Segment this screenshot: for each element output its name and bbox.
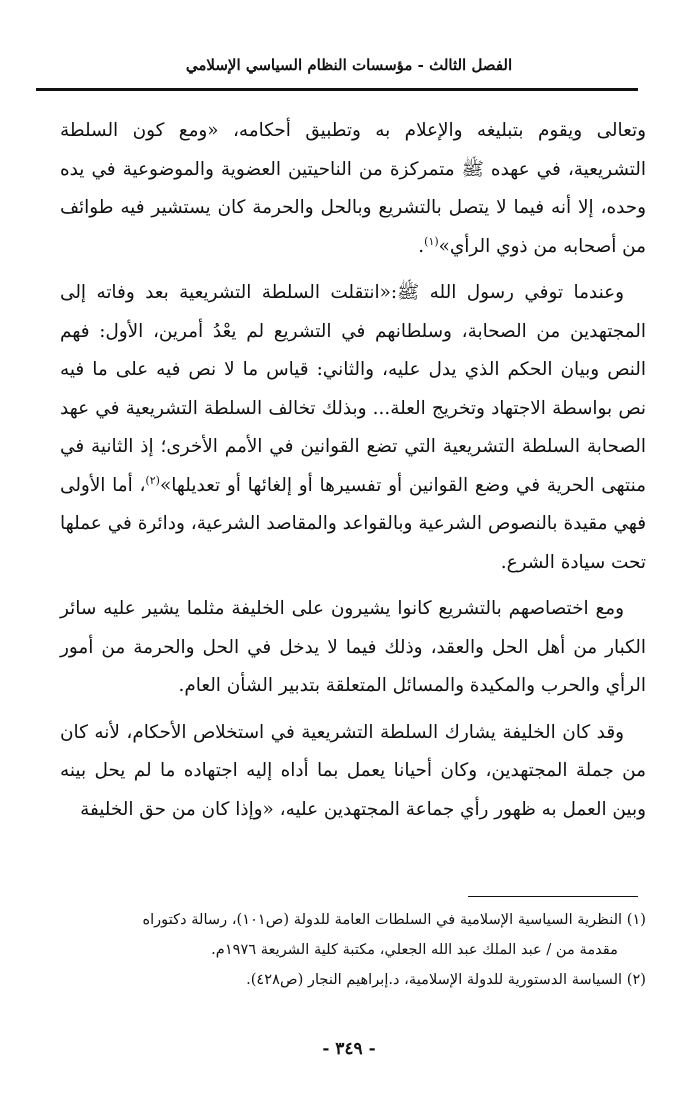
page-number: - ٣٤٩ - [322,1039,376,1059]
paragraph-2-text: وعندما توفي رسول الله ﷺ:«انتقلت السلطة التشريعية بعد وفاته إلى المجتهدين من الصحابة، وسلطانهم في التشريع لم يعْدُ أمرين، الأول: فهم النص وبيان الحكم الذي يدل عليه، والثاني: قياس ما لا نص فيه على ما فيه نص بواسطة الاجتهاد وتخريج العلة... وبذلك تخالف السلطة التشريعية في عهد الصحابة السلطة التشريعية التي تضع القوانين في الأمم الأخرى؛ إذ الثانية في منتهى الحرية في وضع القوانين أو تفسيرها أو إلغائها أو تعديلها» [60,282,646,496]
footnote-1-line-2: مقدمة من / عبد الملك عبد الله الجعلي، مكتبة كلية الشريعة ١٩٧٦م. [211,941,618,958]
footnote-2: (٢) السياسة الدستورية للدولة الإسلامية، د.إبراهيم النجار (ص٤٢٨). [246,971,646,988]
paragraph-4 [60,714,646,830]
footnotes [60,905,646,995]
footnote-ref-2[interactable]: (٢) [145,473,160,487]
footnote-separator [468,896,638,897]
footnote-ref-1[interactable]: (١) [424,234,439,248]
footnote-1-line-1: (١) النظرية السياسية الإسلامية في السلطات العامة للدولة (ص١٠١)، رسالة دكتوراه [142,911,646,928]
paragraph-3-text: ومع اختصاصهم بالتشريع كانوا يشيرون على الخليفة مثلما يشير عليه سائر الكبار من أهل الحل والعقد، وذلك فيما لا يدخل في الحل والحرمة من أمور الرأي والحرب والمكيدة والمسائل المتعلقة بتدبير الشأن العام. [60,598,646,696]
paragraph-4-text: وقد كان الخليفة يشارك السلطة التشريعية في استخلاص الأحكام، لأنه كان من جملة المجتهدين، وكان أحيانا يعمل بما أداه إليه اجتهاده ما لم يحل بينه وبين العمل به ظهور رأي جماعة المجتهدين عليه، «وإذا كان من حق الخليفة [60,721,646,820]
running-header: الفصل الثالث - مؤسسات النظام السياسي الإسلامي [185,56,513,74]
paragraph-1-tail: . [418,235,425,257]
paragraph-1-text: وتعالى ويقوم بتبليغه والإعلام به وتطبيق أحكامه، «ومع كون السلطة التشريعية، في عهده ﷺ متمركزة من الناحيتين العضوية والموضوعية في يده وحده، إلا أنه فيما لا يتصل بالتشريع وبالحل والحرمة كان يستشير فيه طوائف من أصحابه من ذوي الرأي» [60,120,646,257]
paragraph-2-tail: ، أما الأولى فهي مقيدة بالنصوص الشرعية وبالقواعد والمقاصد الشرعية، ودائرة في عملها تحت سيادة الشرع. [60,474,646,573]
paragraph-1 [60,112,646,266]
paragraph-3 [60,590,646,706]
header-rule [36,88,638,91]
paragraph-2 [60,274,646,582]
main-text [60,112,646,837]
